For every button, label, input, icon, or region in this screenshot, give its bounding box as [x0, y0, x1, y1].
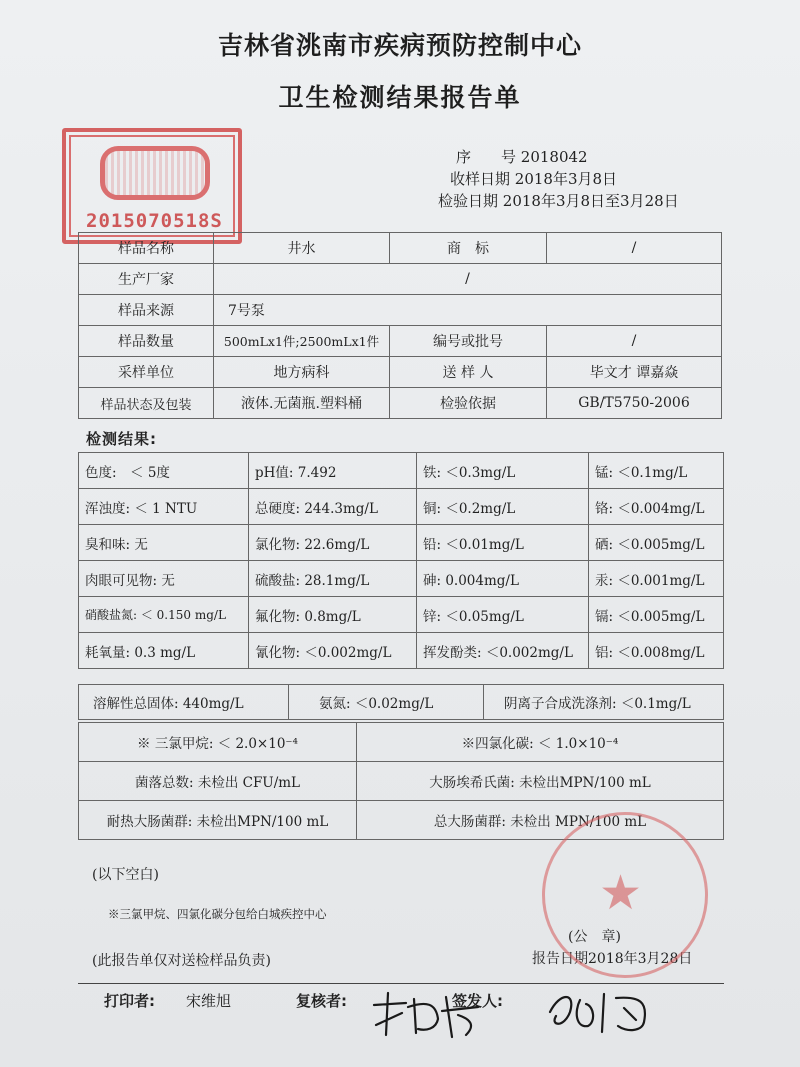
result-cell: 硒: ＜0.005mg/L [589, 525, 724, 561]
result-cell: 硫酸盐: 28.1mg/L [249, 561, 417, 597]
result-cell: 锰: ＜0.1mg/L [589, 453, 724, 489]
source-value: 7号泵 [214, 295, 722, 326]
result-cell: 锌: ＜0.05mg/L [417, 597, 589, 633]
batch-value: / [547, 326, 722, 357]
result-cell: 镉: ＜0.005mg/L [589, 597, 724, 633]
results-table [78, 452, 724, 669]
table-row [79, 295, 722, 326]
sample-name-label: 样品名称 [79, 233, 214, 264]
table-row [79, 453, 724, 489]
brand-value: / [547, 233, 722, 264]
results-extra-table [78, 684, 724, 720]
result-cell: 臭和味: 无 [79, 525, 249, 561]
table-row [79, 233, 722, 264]
result-cell: 肉眼可见物: 无 [79, 561, 249, 597]
result-cell: 汞: ＜0.001mg/L [589, 561, 724, 597]
table-row [79, 561, 724, 597]
table-row [79, 264, 722, 295]
table-row [79, 633, 724, 669]
sender-label: 送 样 人 [390, 357, 547, 388]
blank-note: (以下空白) [92, 867, 159, 883]
table-row [79, 685, 724, 720]
basis-label: 检验依据 [390, 388, 547, 419]
table-row [79, 525, 724, 561]
maker-label: 生产厂家 [79, 264, 214, 295]
table-row [79, 762, 724, 801]
sampling-unit-label: 采样单位 [79, 357, 214, 388]
signer-signature [540, 982, 670, 1042]
result-cell: 耐热大肠菌群: 未检出MPN/100 mL [79, 801, 357, 840]
stamp-emblem [100, 146, 210, 200]
result-cell: 铜: ＜0.2mg/L [417, 489, 589, 525]
sample-name-value: 井水 [214, 233, 390, 264]
result-cell: 氟化物: 0.8mg/L [249, 597, 417, 633]
result-cell: 阴离子合成洗涤剂: ＜0.1mg/L [484, 685, 724, 720]
serial-value: 2018042 [520, 148, 588, 166]
reviewer-label: 复核者: [296, 992, 347, 1010]
serial-line [438, 146, 588, 167]
printer-label: 打印者: [104, 992, 155, 1010]
table-row [79, 388, 722, 419]
result-cell: ※四氯化碳: ＜ 1.0×10⁻⁴ [357, 723, 724, 762]
report-title: 卫生检测结果报告单 [278, 83, 522, 112]
result-cell: 铅: ＜0.01mg/L [417, 525, 589, 561]
sample-info-table [78, 232, 722, 419]
result-cell: 菌落总数: 未检出 CFU/mL [79, 762, 357, 801]
brand-label: 商 标 [390, 233, 547, 264]
received-line [450, 168, 617, 189]
result-cell: 耗氧量: 0.3 mg/L [79, 633, 249, 669]
report-date: 报告日期2018年3月28日 [532, 951, 693, 967]
table-row [79, 723, 724, 762]
state-value: 液体.无菌瓶.塑料桶 [214, 388, 390, 419]
received-value: 2018年3月8日 [514, 170, 618, 188]
table-row [79, 489, 724, 525]
received-label: 收样日期 [450, 170, 511, 188]
seal-label: (公 章) [568, 929, 621, 945]
state-label: 样品状态及包装 [79, 388, 214, 419]
signer-label: 签发人: [452, 992, 503, 1010]
table-row [79, 326, 722, 357]
result-cell: 硝酸盐氮: ＜ 0.150 mg/L [79, 597, 249, 633]
star-icon: ★ [599, 865, 643, 921]
result-cell: 挥发酚类: ＜0.002mg/L [417, 633, 589, 669]
source-label: 样品来源 [79, 295, 214, 326]
basis-value: GB/T5750-2006 [547, 388, 722, 419]
result-cell: 浑浊度: ＜ 1 NTU [79, 489, 249, 525]
test-date-line [438, 190, 679, 211]
result-cell: 铝: ＜0.008mg/L [589, 633, 724, 669]
reviewer-signature [366, 985, 506, 1045]
result-cell: 溶解性总固体: 440mg/L [79, 685, 289, 720]
official-round-seal [542, 812, 708, 978]
result-cell: 铬: ＜0.004mg/L [589, 489, 724, 525]
result-cell: ※ 三氯甲烷: ＜ 2.0×10⁻⁴ [79, 723, 357, 762]
result-cell: 总硬度: 244.3mg/L [249, 489, 417, 525]
result-cell: 氰化物: ＜0.002mg/L [249, 633, 417, 669]
result-cell: 总大肠菌群: 未检出 MPN/100 mL [357, 801, 724, 840]
table-row [79, 597, 724, 633]
batch-label: 编号或批号 [390, 326, 547, 357]
result-cell: 色度: ＜ 5度 [79, 453, 249, 489]
result-cell: pH值: 7.492 [249, 453, 417, 489]
table-row [79, 357, 722, 388]
results-body [79, 453, 724, 669]
subcontract-note: ※三氯甲烷、四氯化碳分包给白城疾控中心 [108, 907, 327, 921]
sampling-unit-value: 地方病科 [214, 357, 390, 388]
result-cell: 砷: 0.004mg/L [417, 561, 589, 597]
result-cell: 氨氮: ＜0.02mg/L [289, 685, 484, 720]
printer-value: 宋维旭 [186, 992, 232, 1010]
result-cell: 铁: ＜0.3mg/L [417, 453, 589, 489]
org-title: 吉林省洮南市疾病预防控制中心 [217, 31, 582, 60]
sender-value: 毕文才 谭嘉焱 [547, 357, 722, 388]
serial-label: 序 号 [456, 148, 517, 166]
red-rectangular-stamp [62, 128, 242, 244]
maker-value: / [214, 264, 722, 295]
test-date-label: 检验日期 [438, 192, 499, 210]
test-date-value: 2018年3月8日至3月28日 [502, 192, 679, 210]
result-cell: 大肠埃希氏菌: 未检出MPN/100 mL [357, 762, 724, 801]
quantity-label: 样品数量 [79, 326, 214, 357]
results-title: 检测结果: [86, 430, 157, 448]
disclaimer: (此报告单仅对送检样品负责) [92, 953, 271, 969]
result-cell: 氯化物: 22.6mg/L [249, 525, 417, 561]
quantity-value: 500mLx1件;2500mLx1件 [214, 326, 390, 357]
stamp-number: 2015070518S [86, 210, 223, 232]
